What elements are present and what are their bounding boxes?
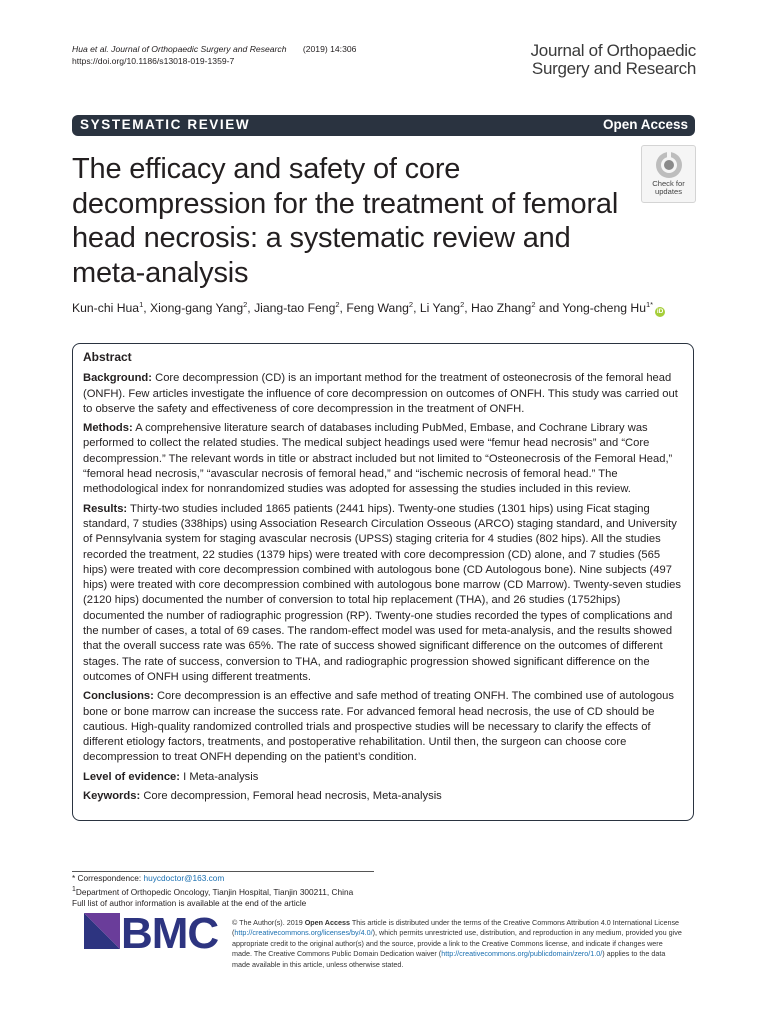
journal-logo-line1: Journal of Orthopaedic [530,41,696,60]
article-type-banner [72,115,695,136]
license-link-by[interactable]: http://creativecommons.org/licenses/by/4.0/ [234,928,373,938]
keywords-text: Core decompression, Femoral head necrosis, Meta-analysis [143,790,442,803]
bmc-logo-mark [84,913,120,949]
full-author-info-note: Full list of author information is available at the end of the article [72,897,307,908]
footnotes [72,873,353,909]
abstract-background [83,371,683,417]
abstract-heading: Abstract [83,350,132,364]
conclusions-text: Core decompression is an effective and safe method of treating ONFH. The combined use of autologous bone or bone marrow can increase the success rate. For advanced femoral head necrosis, the use of CD should be cautious. High-quality randomized controlled trials and prospective studies will be necessary to clarify the effects of different etiology factors, treatments, and postoperative rehabilitation. Until then, the surgeon can choose core decompression to treat ONFH depending on the patient’s condition. [83,690,674,764]
author-affiliation: 1* [645,300,654,309]
background-text: Core decompression (CD) is an important method for the treatment of osteonecrosis of the femoral head (ONFH). Few articles investigate the influence of core decompression on outcomes of ONFH. This study was carried out to observe the safety and effectiveness of core decompression in the treatment of ONFH. [83,372,678,415]
author[interactable]: Kun-chi Hua [72,301,140,316]
doi-link[interactable]: https://doi.org/10.1186/s13018-019-1359-7 [72,56,235,66]
license-open-access: Open Access [304,918,350,927]
author-affiliation: 2 [243,300,248,309]
background-label: Background: [83,372,152,385]
abstract-keywords [83,789,683,804]
author-affiliation: 2 [531,300,536,309]
author-conjunction: and [538,301,560,316]
affiliation-number: 1 [72,886,76,893]
bmc-logo-text: BMC [121,909,219,958]
author[interactable]: Hao Zhang [471,301,532,316]
correspondence-email[interactable]: huycdoctor@163.com [143,873,225,883]
abstract-conclusions [83,689,683,765]
crossmark-icon [654,150,684,180]
results-text: Thirty-two studies included 1865 patients (2441 hips). Twenty-one studies (1301 hips) using Ficat staging standard, 7 studies (338hips) using Association Research Circulation Osseous (ARCO) staging standard, and University of Pennsylvania system for staging avascular necrosis (UPSS) staging criteria for 4 studies (802 hips). All the studies recorded the treatment, 22 studies (1379 hips) were treated with core decompression (CD) alone, and 7 studies (565 hips) were treated with core decompression combined with autologous bone (CD Autologous bone). Nine subjects (497 hips) were treated with core decompression combined with autologous bone marrow (CD Marrow). Twenty-seven studies (2120 hips) documented the number of conversion to total hip replacement (THA), and 26 studies (1752hips) documented the number of radiographic progression (RP). Twenty-one studies recorded the types of complications and the number of cases, a total of 69 cases. The random-effect model was used for meta-analysis, and the results showed that the overall success rate was 65%. The rate of success showed significant difference on the outcomes of different stages. The rate of success, conversion to THA, and radiographic progression showed significant difference on the outcomes of ONFH using different treatments. [83,502,681,683]
abstract-box [72,343,694,821]
author[interactable]: Feng Wang [346,301,409,316]
author[interactable]: Yong-cheng Hu [562,301,646,316]
check-for-updates-badge[interactable] [641,145,696,203]
author-affiliation: 2 [335,300,340,309]
correspondence-label: * Correspondence: [72,873,142,883]
results-label: Results: [83,502,128,515]
conclusions-label: Conclusions: [83,690,154,703]
running-header [72,43,356,67]
abstract-results [83,502,683,686]
license-text-1: This article is distributed under the terms of the Creative Commons Attribution 4.0 International License ( [232,918,680,938]
license-text-3: ) applies to the data made available in this article, unless otherwise stated. [232,949,666,969]
author-affiliation: 2 [408,300,414,309]
keywords-label: Keywords: [83,790,141,803]
author[interactable]: Li Yang [419,301,461,316]
citation-line [72,43,356,55]
year-volume: (2019) 14:306 [302,44,357,54]
article-type-label: SYSTEMATIC REVIEW [80,117,251,132]
affiliation-text: Department of Orthopedic Oncology, Tianjin Hospital, Tianjin 300211, China [75,886,354,897]
license-link-zero[interactable]: http://creativecommons.org/publicdomain/zero/1.0/ [441,949,603,959]
level-text: I Meta-analysis [183,770,259,783]
journal-logo [531,42,696,78]
author-affiliation: 2 [460,300,465,309]
license-statement [232,918,682,970]
author[interactable]: Jiang-tao Feng [254,301,336,316]
journal-citation: Hua et al. Journal of Orthopaedic Surgery and Research [72,44,287,54]
check-badge-line2: updates [654,187,683,196]
level-label: Level of evidence: [83,770,180,783]
article-title: The efficacy and safety of core decompression for the treatment of femoral head necrosis: a systematic review and meta-analysis [72,153,619,289]
author-list: Kun-chi Hua$^1$, Xiong-gang Yang$^2$, Jiang-tao Feng$^2$, Feng Wang$^2$, Li Yang$^2$, Hao Zhang$^2$ and Yong-cheng $Hu^{1*}iD$ [72,300,664,316]
license-text-2: ), which permits unrestricted use, distribution, and reproduction in any medium, provided you give appropriate credit to the original author(s) and the source, provide a link to the Creative Commons license, and indicate if changes were made. The Creative Commons Public Domain Dedication waiver ( [232,928,682,959]
orcid-icon[interactable]: iD [656,308,664,316]
check-badge-line1: Check for [652,179,685,188]
methods-label: Methods: [83,422,133,435]
author-affiliation: 1 [139,300,144,309]
abstract-methods [83,421,683,497]
author[interactable]: Xiong-gang Yang [150,301,244,316]
open-access-label: Open Access [602,117,688,132]
footnote-divider [72,871,374,872]
correspondence-line [72,873,353,884]
affiliation-line [72,884,353,898]
abstract-level [83,770,683,785]
methods-text: A comprehensive literature search of databases including PubMed, Embase, and Cochrane Library was performed to collect the related studies. The medical subject headings used were “femur head necrosis” and “Core decompression.” The relevant words in title or abstract included but not limited to “Osteonecrosis of the Femoral Head,” “femoral head necrosis,” “avascular necrosis of femoral head,” and “ischemic necrosis of femoral head.” The methodological index for nonrandomized studies was adopted for assessing the studies included in this review. [83,422,673,496]
copyright-text: © The Author(s). 2019 [232,918,303,927]
journal-logo-line2: Surgery and Research [531,59,696,78]
